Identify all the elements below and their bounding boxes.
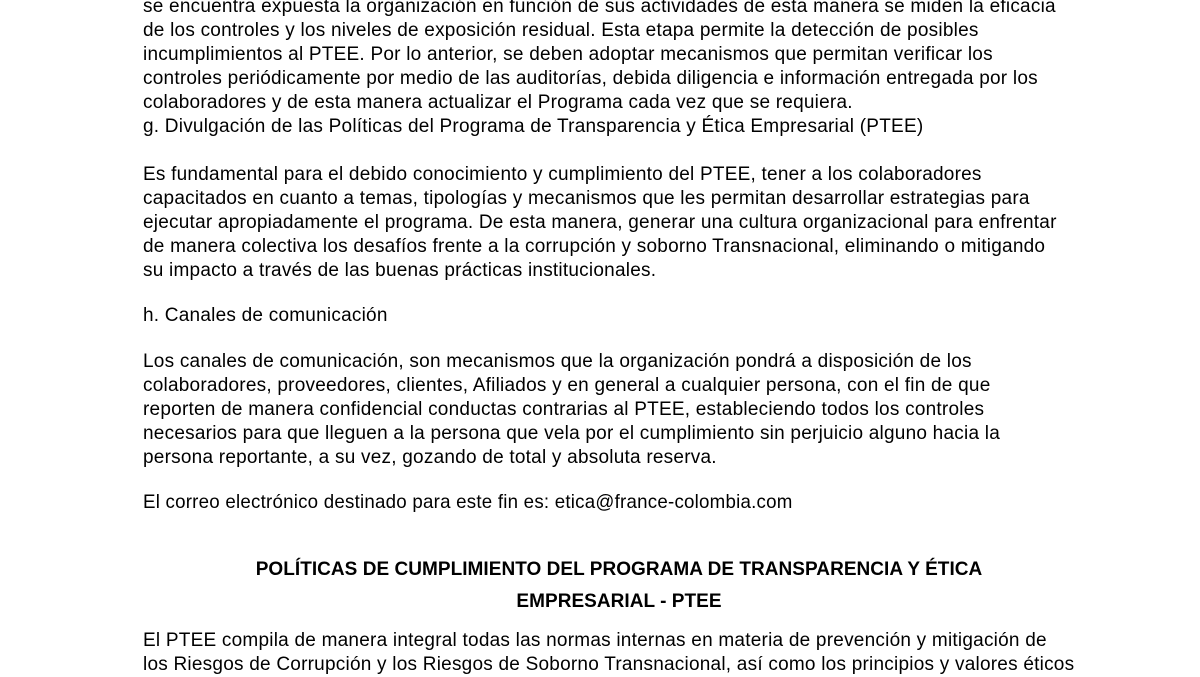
- text-line: h. Canales de comunicación: [143, 305, 388, 326]
- text-line: los Riesgos de Corrupción y los Riesgos de Soborno Transnacional, así como los principios y valores éticos: [143, 654, 1075, 675]
- list-item-h-heading: [143, 304, 1095, 328]
- text-line: colaboradores y de esta manera actualizar el Programa cada vez que se requiera.: [143, 92, 853, 113]
- text-line: se encuentra expuesta la organización en función de sus actividades de esta manera se miden la eficacia: [143, 0, 1056, 17]
- text-line: de manera colectiva los desafíos frente a la corrupción y soborno Transnacional, eliminando o mitigando: [143, 236, 1046, 257]
- text-line: El correo electrónico destinado para este fin es: etica@france-colombia.com: [143, 491, 793, 514]
- text-line: El PTEE compila de manera integral todas las normas internas en materia de prevención y mitigación de: [143, 630, 1047, 651]
- text-line: necesarios para que lleguen a la persona que vela por el cumplimiento sin perjuicio alguno hacia la: [143, 423, 1000, 444]
- section-title-politicas-cumplimiento: [143, 554, 1095, 617]
- list-item-g-heading: [143, 115, 1095, 139]
- text-line: incumplimientos al PTEE. Por lo anterior, se deben adoptar mecanismos que permitan verificar los: [143, 44, 993, 65]
- text-line: persona reportante, a su vez, gozando de total y absoluta reserva.: [143, 447, 717, 468]
- text-line: ejecutar apropiadamente el programa. De esta manera, generar una cultura organizacional para enfrentar: [143, 212, 1057, 233]
- text-line: de los controles y los niveles de exposición residual. Esta etapa permite la detección de posibles: [143, 20, 979, 41]
- text-line: colaboradores, proveedores, clientes, Afiliados y en general a cualquier persona, con el fin de que: [143, 375, 991, 396]
- document-text-column: [143, 0, 1095, 677]
- text-line: Los canales de comunicación, son mecanismos que la organización pondrá a disposición de los: [143, 351, 972, 372]
- contact-email-line: [143, 491, 1095, 515]
- text-line: capacitados en cuanto a temas, tipologías y mecanismos que les permitan desarrollar estrategias para: [143, 188, 1030, 209]
- text-line: reporten de manera confidencial conductas contrarias al PTEE, estableciendo todos los controles: [143, 399, 985, 420]
- paragraph-divulgacion: [143, 163, 1095, 283]
- paragraph-canales: [143, 350, 1095, 470]
- text-line: su impacto a través de las buenas prácticas institucionales.: [143, 260, 657, 281]
- text-line: Es fundamental para el debido conocimiento y cumplimiento del PTEE, tener a los colaboradores: [143, 164, 982, 185]
- text-line: g. Divulgación de las Políticas del Programa de Transparencia y Ética Empresarial (PTEE): [143, 116, 924, 137]
- text-line: EMPRESARIAL - PTEE: [516, 590, 722, 612]
- text-line: controles periódicamente por medio de las auditorías, debida diligencia e información entregada por los: [143, 68, 1038, 89]
- paragraph-monitoring-continuation: [143, 0, 1095, 115]
- text-line: POLÍTICAS DE CUMPLIMIENTO DEL PROGRAMA DE TRANSPARENCIA Y ÉTICA: [255, 559, 983, 580]
- paragraph-ptee-compila: [143, 629, 1095, 677]
